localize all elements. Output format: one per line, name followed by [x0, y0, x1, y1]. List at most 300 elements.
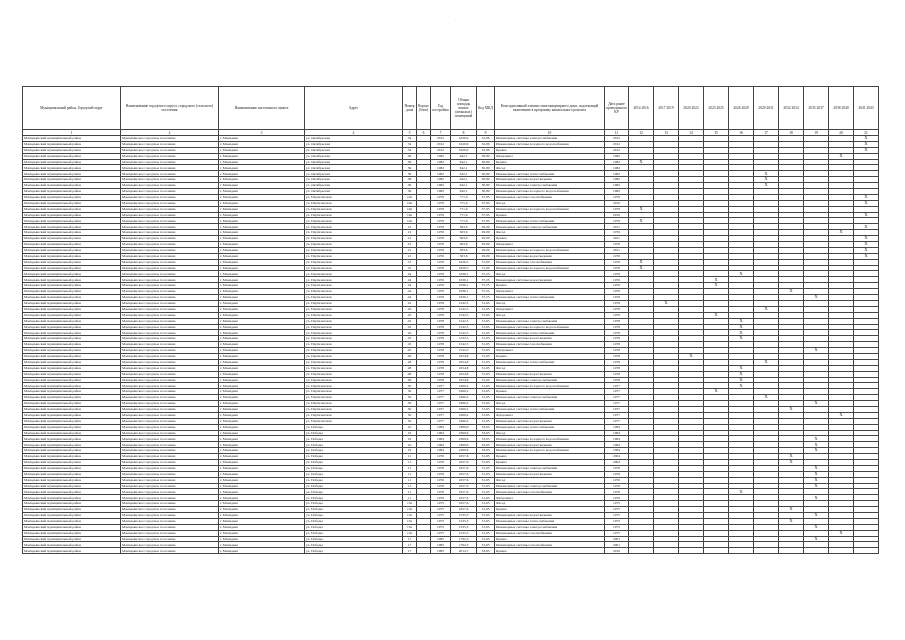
- table-cell: г. Мамадыш: [219, 200, 305, 206]
- table-cell: 1977: [431, 401, 451, 407]
- table-cell: Крыша: [495, 459, 605, 465]
- table-cell: Инженерные системы холодного водоснабжения: [495, 448, 605, 454]
- table-cell: ул. Партизанская: [305, 242, 403, 248]
- column-number: 16: [729, 130, 754, 136]
- table-cell: 642,1: [451, 153, 477, 159]
- period-mark-cell: X: [629, 265, 654, 271]
- table-cell: г. Мамадыш: [219, 359, 305, 365]
- table-cell: 1975: [605, 513, 629, 519]
- table-cell: 2014,7: [451, 548, 477, 554]
- table-cell: 31,63: [477, 330, 495, 336]
- table-cell: Инженерные системы электроснабжения: [495, 136, 605, 142]
- table-cell: ул. Партизанская: [305, 348, 403, 354]
- table-cell: 1982: [431, 189, 451, 195]
- table-cell: г. Мамадыш: [219, 253, 305, 259]
- table-cell: Инженерные системы теплоснабжения: [495, 295, 605, 301]
- table-cell: 1654,8: [451, 371, 477, 377]
- table-cell: ул. Партизанская: [305, 206, 403, 212]
- table-cell: ул. Партизанская: [305, 389, 403, 395]
- table-cell: 1978: [605, 324, 629, 330]
- table-header-row: [23, 87, 879, 130]
- table-cell: Мамадышское городское поселение: [121, 359, 219, 365]
- period-mark-cell: X: [804, 401, 829, 407]
- period-mark-cell: X: [754, 183, 779, 189]
- table-cell: г. Мамадыш: [219, 489, 305, 495]
- table-cell: Мамадышский муниципальный район: [23, 418, 121, 424]
- table-cell: ул. Победы: [305, 442, 403, 448]
- column-header: 2035 2037: [804, 87, 829, 130]
- table-cell: 50: [403, 412, 417, 418]
- table-cell: Мамадышское городское поселение: [121, 459, 219, 465]
- table-cell: 48: [403, 359, 417, 365]
- table-cell: ул. Партизанская: [305, 200, 403, 206]
- table-cell: Инженерные системы холодного водоснабжения: [495, 247, 605, 253]
- table-cell: 1657,6: [451, 477, 477, 483]
- table-cell: Мамадышское городское поселение: [121, 236, 219, 242]
- table-cell: ул. Октябрьская: [305, 153, 403, 159]
- table-cell: Мамадышское городское поселение: [121, 159, 219, 165]
- period-mark-cell: X: [729, 336, 754, 342]
- table-cell: 31,63: [477, 318, 495, 324]
- table-cell: Мамадышский муниципальный район: [23, 271, 121, 277]
- column-header: Год постройки: [431, 87, 451, 130]
- table-cell: 363,6: [451, 247, 477, 253]
- table-cell: 1976: [605, 283, 629, 289]
- table-cell: 44: [403, 289, 417, 295]
- table-cell: 1542,5: [451, 318, 477, 324]
- table-cell: 1976: [431, 253, 451, 259]
- table-cell: 1626,5: [451, 265, 477, 271]
- column-number: 11: [605, 130, 629, 136]
- period-mark-cell: X: [854, 224, 879, 230]
- table-cell: г. Мамадыш: [219, 259, 305, 265]
- table-cell: 1975: [431, 518, 451, 524]
- table-cell: Фундамент: [495, 348, 605, 354]
- table-cell: г. Мамадыш: [219, 542, 305, 548]
- table-cell: 1620,9: [451, 141, 477, 147]
- table-cell: Инженерные системы холодного водоснабжения: [495, 436, 605, 442]
- table-cell: 2010: [605, 548, 629, 554]
- period-mark-cell: X: [854, 242, 879, 248]
- table-cell: Мамадышский муниципальный район: [23, 518, 121, 524]
- table-cell: Мамадышское городское поселение: [121, 389, 219, 395]
- table-cell: 2012: [605, 147, 629, 153]
- column-number: 6: [417, 130, 431, 136]
- table-cell: 2004: [605, 459, 629, 465]
- table-cell: 30,80: [477, 153, 495, 159]
- table-cell: Мамадышское городское поселение: [121, 336, 219, 342]
- table-cell: г. Мамадыш: [219, 342, 305, 348]
- table-cell: 2012: [605, 136, 629, 142]
- table-cell: 1636,1: [451, 271, 477, 277]
- column-header: Корпус (блок): [417, 87, 431, 130]
- table-cell: Мамадышское городское поселение: [121, 471, 219, 477]
- table-cell: 2369,6: [451, 442, 477, 448]
- period-mark-cell: X: [754, 171, 779, 177]
- period-mark-cell: X: [729, 365, 754, 371]
- table-cell: Мамадышский муниципальный район: [23, 247, 121, 253]
- table-cell: Мамадышское городское поселение: [121, 265, 219, 271]
- column-header: Номер дома: [403, 87, 417, 130]
- table-cell: г. Мамадыш: [219, 483, 305, 489]
- column-header: Муниципальный район, Городской округ: [23, 87, 121, 130]
- table-cell: 1979: [431, 212, 451, 218]
- capital-repair-table: [22, 86, 879, 554]
- table-cell: Мамадышский муниципальный район: [23, 365, 121, 371]
- table-cell: 1657,6: [451, 459, 477, 465]
- table-cell: г. Мамадыш: [219, 524, 305, 530]
- table-cell: 50: [403, 383, 417, 389]
- column-header: 2032 2034: [779, 87, 804, 130]
- table-cell: ул. Победы: [305, 465, 403, 471]
- table-cell: ул. Партизанская: [305, 300, 403, 306]
- period-mark-cell: X: [704, 277, 729, 283]
- column-number: 10: [495, 130, 605, 136]
- table-cell: 1977: [605, 383, 629, 389]
- period-mark-cell: [829, 548, 854, 554]
- table-cell: Мамадышский муниципальный район: [23, 548, 121, 554]
- table-cell: г. Мамадыш: [219, 177, 305, 183]
- table-cell: 771,6: [451, 212, 477, 218]
- period-mark-cell: X: [804, 471, 829, 477]
- table-cell: 31,63: [477, 465, 495, 471]
- table-cell: 642,1: [451, 171, 477, 177]
- table-cell: Инженерные системы электроснабжения: [495, 483, 605, 489]
- column-header: 2014 2016: [629, 87, 654, 130]
- table-cell: 31,63: [477, 371, 495, 377]
- table-cell: Мамадышское городское поселение: [121, 507, 219, 513]
- table-cell: 31,63: [477, 418, 495, 424]
- table-cell: ул. Победы: [305, 471, 403, 477]
- table-cell: Мамадышское городское поселение: [121, 300, 219, 306]
- table-cell: Фасад: [495, 477, 605, 483]
- table-cell: 1978: [431, 348, 451, 354]
- table-cell: 1620,9: [451, 136, 477, 142]
- table-cell: 1660,2: [451, 418, 477, 424]
- table-cell: Инженерные системы газоснабжения: [495, 194, 605, 200]
- table-cell: Мамадышский муниципальный район: [23, 277, 121, 283]
- table-cell: Мамадышское городское поселение: [121, 412, 219, 418]
- period-mark-cell: X: [779, 406, 804, 412]
- period-mark-cell: X: [804, 524, 829, 530]
- table-cell: Мамадышское городское поселение: [121, 513, 219, 519]
- table-cell: Крыша: [495, 389, 605, 395]
- table-cell: 2369,6: [451, 430, 477, 436]
- table-cell: ул. Октябрьская: [305, 141, 403, 147]
- table-cell: ул. Октябрьская: [305, 159, 403, 165]
- table-cell: Мамадышское городское поселение: [121, 289, 219, 295]
- table-cell: 19а: [403, 200, 417, 206]
- table-cell: 33,63: [477, 548, 495, 554]
- table-cell: 1978: [431, 330, 451, 336]
- period-mark-cell: X: [804, 448, 829, 454]
- table-cell: Мамадышское городское поселение: [121, 518, 219, 524]
- column-header: Код МКД: [477, 87, 495, 130]
- column-number: 15: [704, 130, 729, 136]
- column-header: Адрес: [305, 87, 403, 130]
- table-cell: Мамадышское городское поселение: [121, 212, 219, 218]
- table-cell: 37,93: [477, 206, 495, 212]
- table-cell: ул. Партизанская: [305, 265, 403, 271]
- table-cell: г. Мамадыш: [219, 247, 305, 253]
- table-cell: 48: [403, 353, 417, 359]
- table-cell: 50: [403, 401, 417, 407]
- table-cell: 30,80: [477, 165, 495, 171]
- table-cell: г. Мамадыш: [219, 330, 305, 336]
- table-cell: 1978: [431, 312, 451, 318]
- period-mark-cell: X: [854, 253, 879, 259]
- period-mark-cell: X: [804, 295, 829, 301]
- table-cell: Мамадышское городское поселение: [121, 312, 219, 318]
- table-cell: 32,86: [477, 147, 495, 153]
- table-cell: 37,25: [477, 283, 495, 289]
- table-cell: Мамадышский муниципальный район: [23, 507, 121, 513]
- table-cell: Мамадышский муниципальный район: [23, 383, 121, 389]
- table-cell: 1976: [431, 265, 451, 271]
- table-cell: 1979: [431, 194, 451, 200]
- table-cell: 2010: [605, 212, 629, 218]
- table-cell: 50: [403, 418, 417, 424]
- table-cell: 1978: [431, 324, 451, 330]
- table-cell: ул. Партизанская: [305, 236, 403, 242]
- table-cell: Мамадышское городское поселение: [121, 454, 219, 460]
- table-cell: 1982: [431, 177, 451, 183]
- table-cell: ул. Победы: [305, 518, 403, 524]
- table-cell: 1657,6: [451, 501, 477, 507]
- table-cell: 363,6: [451, 242, 477, 248]
- table-cell: Мамадышский муниципальный район: [23, 389, 121, 395]
- table-cell: ул. Октябрьская: [305, 171, 403, 177]
- table-cell: Инженерные системы теплоснабжения: [495, 406, 605, 412]
- table-cell: 29,09: [477, 247, 495, 253]
- table-cell: 642,1: [451, 183, 477, 189]
- table-cell: 1660,2: [451, 412, 477, 418]
- table-cell: 1977: [605, 401, 629, 407]
- table-cell: 31,63: [477, 377, 495, 383]
- table-cell: 1976: [431, 454, 451, 460]
- table-cell: 1976: [431, 236, 451, 242]
- table-cell: 1978: [431, 336, 451, 342]
- table-cell: 642,1: [451, 189, 477, 195]
- table-cell: 31,63: [477, 542, 495, 548]
- table-cell: г. Мамадыш: [219, 495, 305, 501]
- table-cell: 1976: [431, 224, 451, 230]
- table-cell: г. Мамадыш: [219, 236, 305, 242]
- table-cell: 1975: [605, 501, 629, 507]
- table-cell: ул. Партизанская: [305, 330, 403, 336]
- table-cell: ул. Партизанская: [305, 406, 403, 412]
- table-cell: г. Мамадыш: [219, 465, 305, 471]
- table-cell: г. Мамадыш: [219, 136, 305, 142]
- table-cell: 31,63: [477, 507, 495, 513]
- table-cell: Инженерные системы электроснабжения: [495, 395, 605, 401]
- table-cell: 1976: [431, 495, 451, 501]
- table-cell: 363,6: [451, 230, 477, 236]
- table-cell: 44: [403, 295, 417, 301]
- table-cell: 1978: [431, 377, 451, 383]
- table-cell: г. Мамадыш: [219, 300, 305, 306]
- table-cell: 13а: [403, 530, 417, 536]
- table-cell: Мамадышский муниципальный район: [23, 230, 121, 236]
- table-cell: 21: [403, 247, 417, 253]
- table-cell: ул. Победы: [305, 483, 403, 489]
- table-cell: 45: [403, 336, 417, 342]
- table-cell: 1984: [431, 436, 451, 442]
- table-cell: Фундамент: [495, 495, 605, 501]
- table-cell: 1542,5: [451, 342, 477, 348]
- table-cell: Мамадышское городское поселение: [121, 194, 219, 200]
- period-mark-cell: X: [779, 289, 804, 295]
- table-cell: Мамадышский муниципальный район: [23, 171, 121, 177]
- table-cell: 1979: [605, 206, 629, 212]
- table-cell: 11: [403, 489, 417, 495]
- table-cell: Мамадышский муниципальный район: [23, 454, 121, 460]
- table-cell: 1977: [605, 418, 629, 424]
- table-cell: 13а: [403, 518, 417, 524]
- table-cell: 21: [403, 236, 417, 242]
- table-cell: 1978: [605, 342, 629, 348]
- table-cell: 2012: [605, 141, 629, 147]
- table-cell: 1976: [605, 483, 629, 489]
- table-cell: Мамадышское городское поселение: [121, 259, 219, 265]
- column-number: 3: [219, 130, 305, 136]
- table-cell: Мамадышский муниципальный район: [23, 306, 121, 312]
- table-cell: Фасад: [495, 501, 605, 507]
- table-cell: ул. Октябрьская: [305, 183, 403, 189]
- column-header: Наименование населенного пункта: [219, 87, 305, 130]
- table-cell: 1978: [431, 365, 451, 371]
- table-cell: Крыша: [495, 536, 605, 542]
- table-cell: 44: [403, 271, 417, 277]
- table-cell: 45: [403, 300, 417, 306]
- table-cell: 1535,3: [451, 518, 477, 524]
- table-cell: Мамадышский муниципальный район: [23, 206, 121, 212]
- table-cell: г. Мамадыш: [219, 348, 305, 354]
- table-cell: Мамадышское городское поселение: [121, 189, 219, 195]
- table-cell: 31,63: [477, 495, 495, 501]
- period-mark-cell: X: [854, 136, 879, 142]
- table-cell: Мамадышский муниципальный район: [23, 183, 121, 189]
- table-cell: 31: [403, 259, 417, 265]
- table-cell: ул. Партизанская: [305, 253, 403, 259]
- table-cell: 31,63: [477, 401, 495, 407]
- table-cell: 363,6: [451, 236, 477, 242]
- table-cell: Мамадышское городское поселение: [121, 283, 219, 289]
- table-cell: 642,1: [451, 159, 477, 165]
- table-cell: 1982: [605, 177, 629, 183]
- table-cell: 1792,3: [451, 536, 477, 542]
- table-cell: Мамадышский муниципальный район: [23, 495, 121, 501]
- table-cell: Инженерные системы водоотведения: [495, 418, 605, 424]
- table-cell: 31,63: [477, 342, 495, 348]
- table-cell: 1542,5: [451, 330, 477, 336]
- table-cell: Мамадышский муниципальный район: [23, 153, 121, 159]
- table-cell: 771,6: [451, 206, 477, 212]
- table-cell: 45: [403, 318, 417, 324]
- table-cell: 1984: [605, 430, 629, 436]
- table-cell: 1976: [605, 265, 629, 271]
- table-cell: Фасад: [495, 401, 605, 407]
- table-cell: г. Мамадыш: [219, 271, 305, 277]
- table-cell: Мамадышский муниципальный район: [23, 141, 121, 147]
- table-cell: г. Мамадыш: [219, 183, 305, 189]
- table-cell: Мамадышское городское поселение: [121, 383, 219, 389]
- table-cell: 10: [403, 436, 417, 442]
- table-cell: 30,80: [477, 159, 495, 165]
- table-cell: 1976: [431, 289, 451, 295]
- period-mark-cell: [804, 548, 829, 554]
- table-cell: Фундамент: [495, 412, 605, 418]
- period-mark-cell: [629, 548, 654, 554]
- table-cell: 1977: [605, 412, 629, 418]
- table-cell: 1657,6: [451, 454, 477, 460]
- table-cell: Мамадышское городское поселение: [121, 548, 219, 554]
- table-cell: 29,09: [477, 242, 495, 248]
- table-cell: ул. Победы: [305, 542, 403, 548]
- table-cell: 1660,2: [451, 406, 477, 412]
- table-cell: 642,1: [451, 165, 477, 171]
- table-cell: 1977: [431, 412, 451, 418]
- table-cell: Инженерные системы электроснабжения: [495, 318, 605, 324]
- table-cell: Мамадышское городское поселение: [121, 271, 219, 277]
- period-mark-cell: X: [829, 530, 854, 536]
- table-cell: Мамадышский муниципальный район: [23, 348, 121, 354]
- table-cell: 37,93: [477, 194, 495, 200]
- table-cell: 1985: [431, 542, 451, 548]
- table-cell: г. Мамадыш: [219, 318, 305, 324]
- column-header: 2017 2019: [654, 87, 679, 130]
- table-cell: г. Мамадыш: [219, 530, 305, 536]
- table-cell: Фундамент: [495, 306, 605, 312]
- table-cell: Мамадышский муниципальный район: [23, 165, 121, 171]
- table-cell: Мамадышский муниципальный район: [23, 465, 121, 471]
- column-number: 1: [23, 130, 121, 136]
- table-cell: 37,93: [477, 218, 495, 224]
- table-cell: 1976: [605, 277, 629, 283]
- table-cell: 2011: [605, 247, 629, 253]
- table-cell: 1542,5: [451, 348, 477, 354]
- column-header: 2026 2028: [729, 87, 754, 130]
- table-cell: 31,63: [477, 518, 495, 524]
- table-cell: г. Мамадыш: [219, 371, 305, 377]
- table-cell: Инженерные системы электроснабжения: [495, 224, 605, 230]
- table-cell: г. Мамадыш: [219, 389, 305, 395]
- table-cell: Мамадышское городское поселение: [121, 448, 219, 454]
- table-cell: Мамадышский муниципальный район: [23, 412, 121, 418]
- table-cell: 21: [403, 230, 417, 236]
- table-cell: 31,63: [477, 530, 495, 536]
- table-cell: г. Мамадыш: [219, 224, 305, 230]
- period-mark-cell: X: [629, 218, 654, 224]
- table-cell: 36: [403, 177, 417, 183]
- table-cell: ул. Партизанская: [305, 359, 403, 365]
- column-number: 12: [629, 130, 654, 136]
- table-cell: 1660,2: [451, 395, 477, 401]
- table-cell: 1977: [431, 395, 451, 401]
- period-mark-cell: X: [704, 389, 729, 395]
- table-cell: Мамадышский муниципальный район: [23, 401, 121, 407]
- table-cell: ул. Партизанская: [305, 306, 403, 312]
- table-cell: ул. Партизанская: [305, 259, 403, 265]
- table-cell: г. Мамадыш: [219, 518, 305, 524]
- table-cell: ул. Партизанская: [305, 353, 403, 359]
- table-cell: Мамадышское городское поселение: [121, 171, 219, 177]
- column-number: 21: [854, 130, 879, 136]
- table-cell: 1654,8: [451, 377, 477, 383]
- table-cell: Мамадышский муниципальный район: [23, 265, 121, 271]
- table-cell: Мамадышский муниципальный район: [23, 359, 121, 365]
- table-cell: Мамадышский муниципальный район: [23, 471, 121, 477]
